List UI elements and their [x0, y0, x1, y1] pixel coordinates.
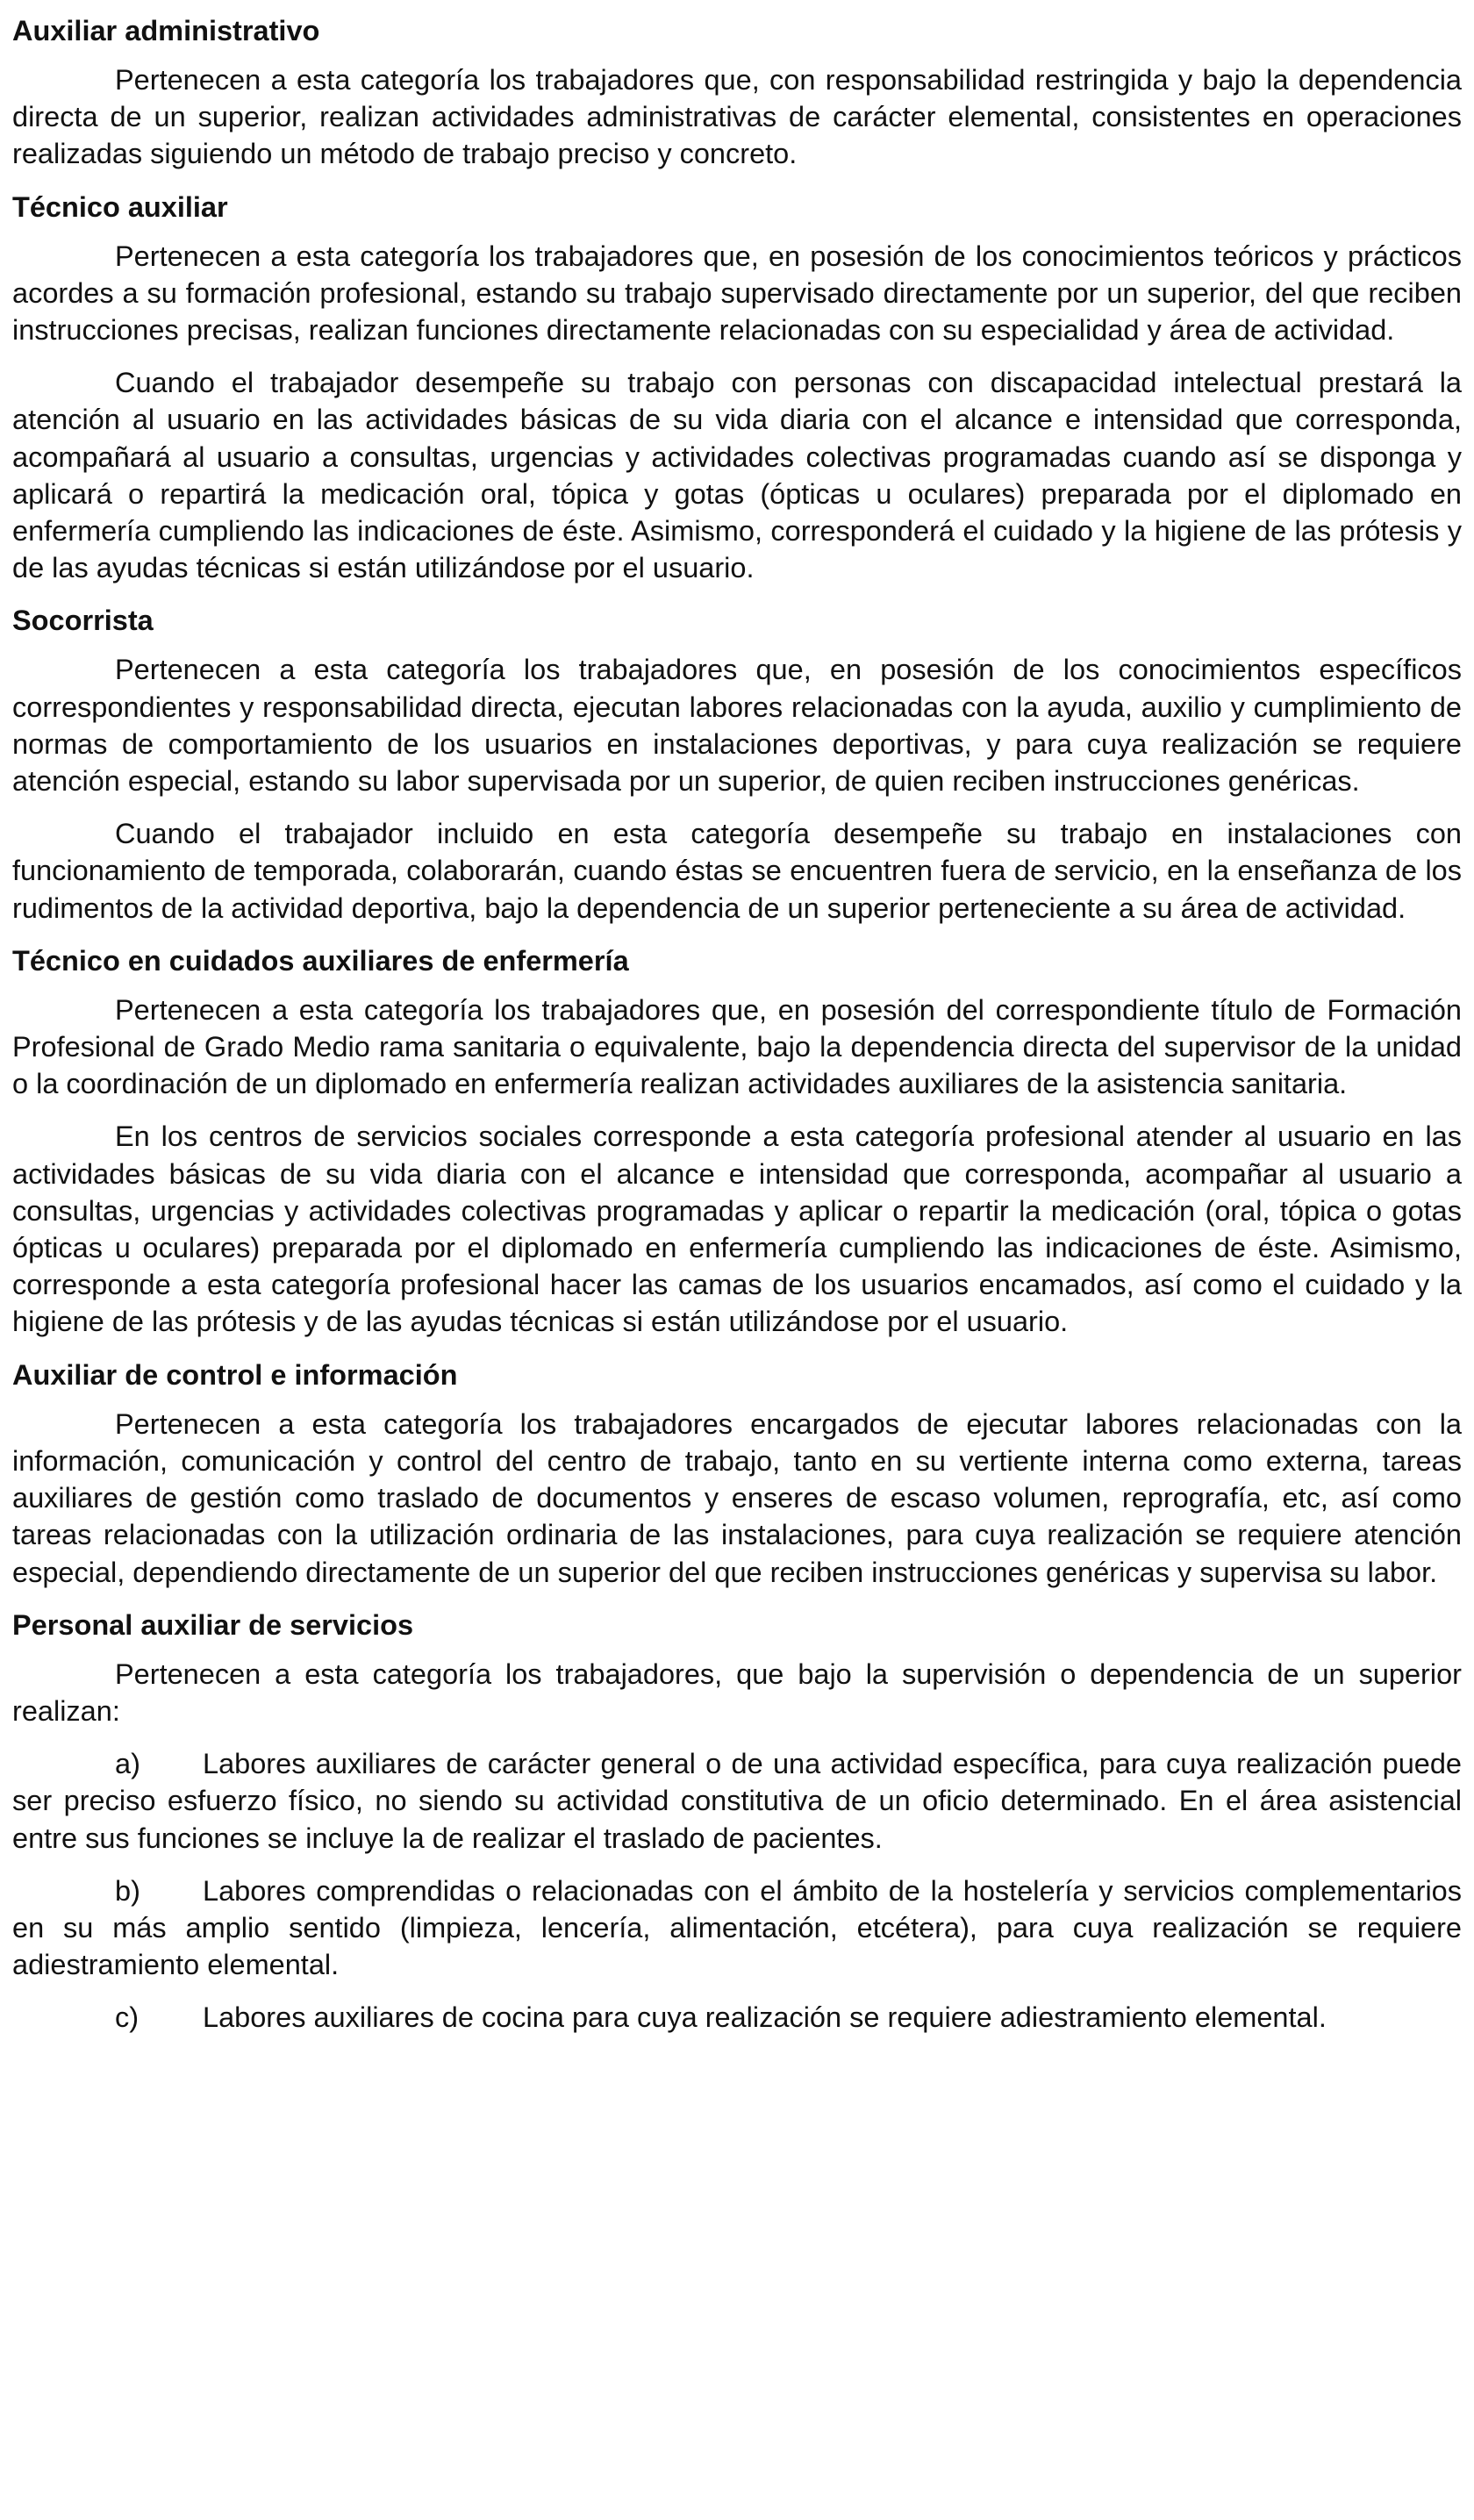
list-item-label: b) — [115, 1874, 140, 1907]
section-auxiliar-administrativo — [12, 12, 1462, 173]
list-item-text: Labores auxiliares de cocina para cuya realización se requiere adiestramiento elemental. — [203, 2001, 1327, 2034]
section-title: Auxiliar de control e información — [12, 1358, 458, 1391]
paragraph: Pertenecen a esta categoría los trabajadores, que bajo la supervisión o dependencia de un superior realizan: — [12, 1657, 1462, 1727]
section-tecnico-auxiliar — [12, 189, 1462, 587]
section-auxiliar-control-informacion — [12, 1357, 1462, 1591]
paragraph: Pertenecen a esta categoría los trabajadores que, en posesión de los conocimientos específicos correspondientes y responsabilidad directa, ejecutan labores relacionadas con la ayuda, auxilio y cumplimiento de normas de comportamiento de los usuarios en instalaciones deportivas, y para cuya realización se requiere atención especial, estando su labor supervisada por un superior, de quien reciben instrucciones genéricas. — [12, 654, 1462, 798]
section-tecnico-cuidados-enfermeria — [12, 942, 1462, 1341]
section-personal-auxiliar-servicios — [12, 1607, 1462, 2037]
section-title: Auxiliar administrativo — [12, 15, 320, 47]
paragraph: Cuando el trabajador desempeñe su trabajo con personas con discapacidad intelectual prestará la atención al usuario en las actividades básicas de su vida diaria con el alcance e intensidad que corresponda, acompañará al usuario a consultas, urgencias y actividades colectivas programadas cuando así se disponga y aplicará o repartirá la medicación oral, tópica y gotas (ópticas u oculares) preparada por el diplomado en enfermería cumpliendo las indicaciones de éste. Asimismo, corresponderá el cuidado y la higiene de las prótesis y de las ayudas técnicas si están utilizándose por el usuario. — [12, 367, 1462, 584]
section-title: Personal auxiliar de servicios — [12, 1608, 414, 1641]
paragraph: En los centros de servicios sociales corresponde a esta categoría profesional atender al usuario en las actividades básicas de su vida diaria con el alcance e intensidad que corresponda, acompañar al usuario a consultas, urgencias y actividades colectivas programadas y aplicar o repartir la medicación (oral, tópica o gotas ópticas u oculares) preparada por el diplomado en enfermería cumpliendo las indicaciones de éste. Asimismo, corresponde a esta categoría profesional hacer las camas de los usuarios encamados, así como el cuidado y la higiene de las prótesis y de las ayudas técnicas si están utilizándose por el usuario. — [12, 1120, 1462, 1338]
section-title: Técnico en cuidados auxiliares de enfermería — [12, 944, 629, 977]
paragraph: Pertenecen a esta categoría los trabajadores encargados de ejecutar labores relacionadas con la información, comunicación y control del centro de trabajo, tanto en su vertiente interna como externa, tareas auxiliares de gestión como traslado de documentos y enseres de escaso volumen, reprografía, etc, así como tareas relacionadas con la utilización ordinaria de las instalaciones, para cuya realización se requiere atención especial, dependiendo directamente de un superior del que reciben instrucciones genéricas y supervisa su labor. — [12, 1407, 1462, 1588]
list-item-label: a) — [115, 1748, 140, 1780]
list-item — [12, 1999, 1462, 2036]
paragraph: Pertenecen a esta categoría los trabajadores que, en posesión del correspondiente título de Formación Profesional de Grado Medio rama sanitaria o equivalente, bajo la dependencia directa del supervisor de la unidad o la coordinación de un diplomado en enfermería realizan actividades auxiliares de la asistencia sanitaria. — [12, 993, 1462, 1100]
list-item — [12, 1745, 1462, 1857]
list-item-text: Labores auxiliares de carácter general o de una actividad específica, para cuya realización puede ser preciso esfuerzo físico, no siendo su actividad constitutiva de un oficio determinado. En el área asistencial entre sus funciones se incluye la de realizar el traslado de pacientes. — [12, 1748, 1462, 1854]
paragraph: Cuando el trabajador incluido en esta categoría desempeñe su trabajo en instalaciones con funcionamiento de temporada, colaborarán, cuando éstas se encuentren fuera de servicio, en la enseñanza de los rudimentos de la actividad deportiva, bajo la dependencia de un superior perteneciente a su área de actividad. — [12, 818, 1462, 924]
list-item-label: c) — [115, 2001, 140, 2034]
section-title: Socorrista — [12, 605, 154, 637]
paragraph: Pertenecen a esta categoría los trabajadores que, con responsabilidad restringida y bajo la dependencia directa de un superior, realizan actividades administrativas de carácter elemental, consistentes en operaciones realizadas siguiendo un método de trabajo preciso y concreto. — [12, 64, 1462, 170]
list-item — [12, 1872, 1462, 1984]
list-item-text: Labores comprendidas o relacionadas con el ámbito de la hostelería y servicios complementarios en su más amplio sentido (limpieza, lencería, alimentación, etcétera), para cuya realización se requiere adiestramiento elemental. — [12, 1874, 1462, 1981]
section-title: Técnico auxiliar — [12, 190, 228, 223]
paragraph: Pertenecen a esta categoría los trabajadores que, en posesión de los conocimientos teóricos y prácticos acordes a su formación profesional, estando su trabajo supervisado directamente por un superior, del que reciben instrucciones precisas, realizan funciones directamente relacionadas con su especialidad y área de actividad. — [12, 240, 1462, 347]
section-socorrista — [12, 602, 1462, 926]
